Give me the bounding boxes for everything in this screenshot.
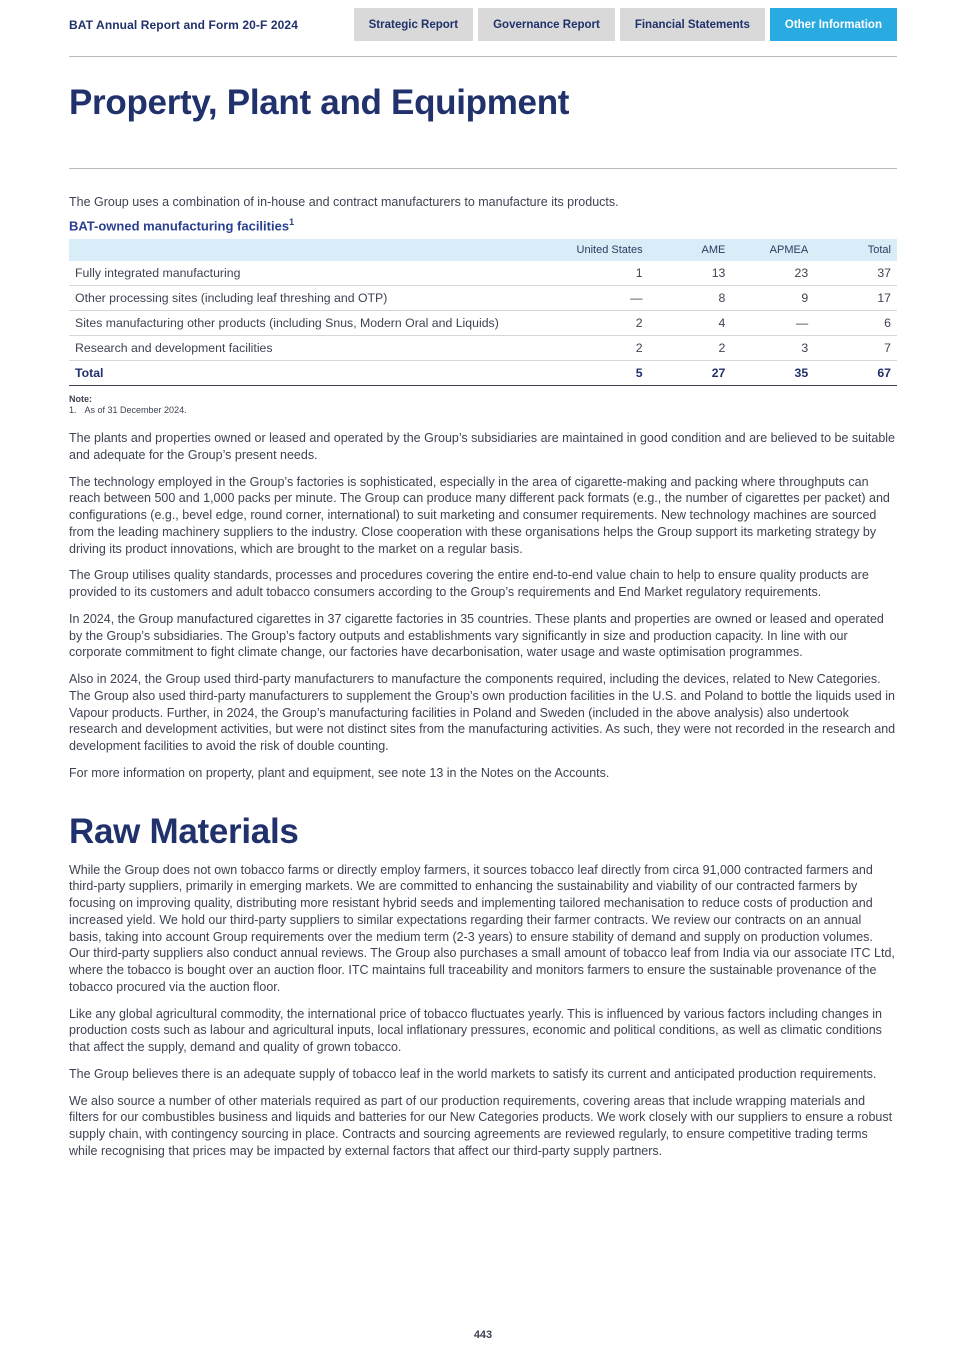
- header-divider: [69, 56, 897, 57]
- section-tabs: [354, 8, 897, 41]
- total-value: 35: [794, 366, 809, 381]
- table-note: [69, 394, 897, 415]
- raw-materials-paragraph: Like any global agricultural commodity, the international price of tobacco fluctuates yearly. This is influenced by various factors including changes in production costs such as labour and agricultural inputs, local inflationary pressures, economic and political conditions, as well as climatic conditions that affect the supply, demand and quality of grown tobacco.: [69, 1006, 882, 1055]
- table-total-row: [69, 361, 897, 386]
- title-divider: [69, 168, 897, 169]
- row-value: 1: [635, 266, 643, 281]
- table-row: [69, 261, 897, 286]
- page-title: Property, Plant and Equipment: [69, 83, 570, 122]
- col-header-united-states: United States: [576, 244, 643, 257]
- total-value: 5: [635, 366, 643, 381]
- table-row: [69, 336, 897, 361]
- row-value: 13: [711, 266, 726, 281]
- table-row: [69, 286, 897, 311]
- row-value: 17: [877, 291, 891, 306]
- row-value: 37: [877, 266, 891, 281]
- note-number: 1.: [69, 405, 77, 416]
- col-header-ame: AME: [701, 244, 726, 257]
- ppe-paragraph: The technology employed in the Group’s factories is sophisticated, especially in the area of cigarette-making and packing where throughputs can reach between 500 and 1,000 packs per minute. The Group can produce many different pack formats (e.g., the number of cigarettes per packet) and configurations (e.g., bevel edge, round corner, international) to suit marketing and consumer requirements. New technology machines are sourced from the leading machinery suppliers to the industry. Close cooperation with these organisations helps the Group support its marketing strategy by driving its product innovations, which are brought to the market on a regular basis.: [69, 474, 890, 556]
- manufacturing-facilities-table: [69, 239, 897, 386]
- row-value: 2: [718, 341, 726, 356]
- note-text: As of 31 December 2024.: [84, 405, 187, 416]
- row-value: 23: [794, 266, 809, 281]
- row-value: 2: [635, 341, 643, 356]
- page-footer: [0, 1329, 966, 1341]
- ppe-intro-paragraph: The Group uses a combination of in-house and contract manufacturers to manufacture its products.: [69, 195, 619, 209]
- col-header-blank: [69, 239, 541, 261]
- ppe-paragraph: In 2024, the Group manufactured cigarettes in 37 cigarette factories in 35 countries. These plants and properties are owned or leased and operated by the Group’s subsidiaries. The Group’s factory outputs and establishments vary significantly in size and production capacity. In line with our corporate commitment to fight climate change, our factories have decarbonisation, water usage and waste optimisation programmes.: [69, 611, 884, 660]
- ppe-paragraph: Also in 2024, the Group used third-party manufacturers to manufacture the components required, including the devices, related to New Categories. The Group also used third-party manufacturers to supplement the Group’s own production facilities in the U.S. and Poland to bottle the liquids used in Vapour products. Further, in 2024, the Group’s manufacturing facilities in Poland and Sweden (included in the above analysis) also undertook research and development activities, but were not distinct sites from the manufacturing activities. As such, they were not recorded in the research and development facilities to avoid the risk of double counting.: [69, 672, 896, 754]
- tab-strategic-report[interactable]: Strategic Report: [354, 8, 473, 41]
- page-number: 443: [473, 1329, 493, 1341]
- note-heading: Note:: [69, 394, 92, 405]
- raw-materials-title: Raw Materials: [69, 811, 299, 851]
- row-value: 7: [884, 341, 891, 356]
- row-value: 2: [635, 316, 643, 331]
- row-value: 8: [718, 291, 726, 306]
- row-value: 3: [801, 341, 809, 356]
- col-header-apmea: APMEA: [769, 244, 809, 257]
- row-value: —: [630, 291, 643, 306]
- table-header-row: [69, 239, 897, 261]
- row-value: —: [795, 316, 809, 331]
- tab-governance-report[interactable]: Governance Report: [478, 8, 615, 41]
- col-header-total: Total: [867, 244, 891, 257]
- raw-materials-paragraph: We also source a number of other materials required as part of our production requirements, covering areas that include wrapping materials and filters for our combustibles business and liquids and batteries for our New Categories products. We work closely with our suppliers to ensure a robust supply chain, with contingency sourcing in place. Contracts and sourcing agreements are reviewed regularly, to ensure competitive trading terms while recognising that prices may be impacted by external factors that affect our third-party supply partners.: [69, 1093, 893, 1158]
- page-content: [0, 83, 966, 1160]
- page-header: [0, 0, 966, 41]
- row-value: 6: [884, 316, 891, 331]
- ppe-paragraph: The Group utilises quality standards, processes and procedures covering the entire end-to-end value chain to help to ensure quality products are provided to its customers and adult tobacco consumers according to the Group’s requirements and End Market regulatory requirements.: [69, 568, 869, 600]
- ppe-paragraph: The plants and properties owned or leased and operated by the Group’s subsidiaries are maintained in good condition and are believed to be suitable and adequate for the Group’s present needs.: [69, 431, 896, 462]
- row-value: 4: [718, 316, 726, 331]
- raw-materials-paragraph: The Group believes there is an adequate supply of tobacco leaf in the world markets to satisfy its current and anticipated production requirements.: [69, 1066, 877, 1081]
- row-label: Fully integrated manufacturing: [75, 266, 241, 281]
- report-title: BAT Annual Report and Form 20-F 2024: [69, 17, 298, 32]
- note-line: [69, 405, 897, 415]
- total-value: 27: [711, 366, 726, 381]
- tab-other-information[interactable]: Other Information: [770, 8, 897, 41]
- row-label: Research and development facilities: [75, 341, 273, 356]
- table-row: [69, 311, 897, 336]
- ppe-paragraph: For more information on property, plant and equipment, see note 13 in the Notes on the Accounts.: [69, 765, 610, 780]
- row-label: Other processing sites (including leaf threshing and OTP): [75, 291, 388, 306]
- row-label: Sites manufacturing other products (including Snus, Modern Oral and Liquids): [75, 316, 499, 331]
- table-caption-text: BAT-owned manufacturing facilities: [69, 218, 290, 234]
- tab-financial-statements[interactable]: Financial Statements: [620, 8, 765, 41]
- table-caption: [69, 217, 897, 233]
- raw-materials-paragraph: While the Group does not own tobacco farms or directly employ farmers, it sources tobacco leaf directly from circa 91,000 contracted farmers and third-party suppliers, primarily in emerging markets. We are committed to enhancing the sustainability and viability of our contracted farmers by focusing on improving quality, distributing more resistant hybrid seeds and implementing tailored mechanisation to reduce costs of production and increased yield. We hold our third-party suppliers to similar expectations regarding their farmer contracts. We review our contracts on an annual basis, taking into account Group requirements over the medium term (2-3 years) to ensure stability of demand and supply on production volumes. Our third-party suppliers also conduct annual reviews. The Group also purchases a small amount of tobacco leaf from India via our associate ITC Ltd, where the tobacco is bought over an auction floor. ITC maintains full traceability and monitors farmers to ensure the sustainable provenance of the tobacco procured via the auction floor.: [69, 862, 895, 994]
- total-label: Total: [75, 366, 104, 381]
- row-value: 9: [801, 291, 809, 306]
- table-caption-note-ref: 1: [289, 216, 295, 227]
- total-value: 67: [877, 366, 891, 381]
